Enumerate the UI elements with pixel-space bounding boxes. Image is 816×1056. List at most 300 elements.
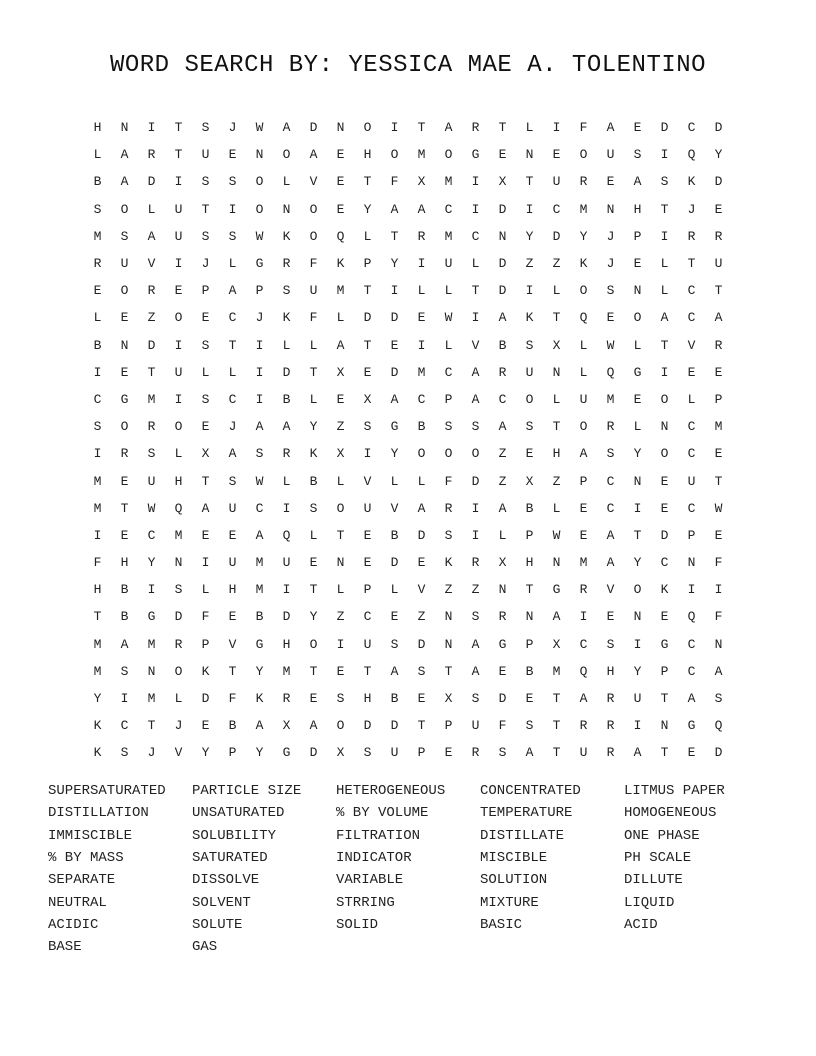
grid-letter: C	[687, 500, 696, 516]
grid-letter: I	[147, 582, 156, 598]
grid-letter: T	[552, 718, 561, 734]
grid-letter: O	[633, 582, 642, 598]
grid-letter: L	[336, 582, 345, 598]
grid-letter: E	[390, 609, 399, 625]
grid-letter: Y	[579, 228, 588, 244]
grid-letter: L	[282, 337, 291, 353]
grid-letter: O	[633, 310, 642, 326]
grid-letter: O	[309, 201, 318, 217]
grid-letter: M	[606, 391, 615, 407]
grid-letter: D	[498, 201, 507, 217]
grid-letter: H	[363, 147, 372, 163]
grid-letter: I	[660, 364, 669, 380]
grid-letter: A	[390, 663, 399, 679]
grid-letter: L	[174, 446, 183, 462]
grid-letter: R	[147, 147, 156, 163]
grid-letter: T	[309, 582, 318, 598]
grid-letter: N	[498, 228, 507, 244]
grid-letter: I	[174, 391, 183, 407]
grid-row	[84, 304, 732, 331]
grid-letter: D	[363, 718, 372, 734]
grid-letter: T	[714, 473, 723, 489]
grid-letter: E	[363, 527, 372, 543]
word-list-item: IMMISCIBLE	[48, 827, 133, 844]
grid-letter: T	[174, 120, 183, 136]
grid-letter: Y	[309, 609, 318, 625]
grid-letter: S	[201, 337, 210, 353]
letter-grid	[84, 114, 732, 767]
grid-letter: N	[633, 473, 642, 489]
grid-letter: I	[417, 256, 426, 272]
grid-letter: E	[336, 201, 345, 217]
grid-letter: S	[174, 582, 183, 598]
grid-letter: I	[390, 283, 399, 299]
grid-letter: A	[498, 310, 507, 326]
grid-letter: S	[633, 147, 642, 163]
grid-letter: P	[525, 527, 534, 543]
grid-letter: G	[660, 636, 669, 652]
grid-letter: O	[120, 283, 129, 299]
grid-letter: Y	[201, 745, 210, 761]
grid-letter: H	[552, 446, 561, 462]
grid-letter: T	[228, 337, 237, 353]
grid-letter: S	[147, 446, 156, 462]
grid-letter: E	[687, 745, 696, 761]
grid-letter: R	[579, 718, 588, 734]
grid-letter: P	[444, 718, 453, 734]
grid-letter: E	[120, 473, 129, 489]
grid-letter: R	[606, 745, 615, 761]
word-list-item: GAS	[192, 939, 218, 956]
grid-letter: U	[309, 283, 318, 299]
grid-letter: T	[363, 337, 372, 353]
grid-letter: D	[552, 228, 561, 244]
grid-letter: F	[498, 718, 507, 734]
grid-letter: P	[255, 283, 264, 299]
grid-letter: P	[417, 745, 426, 761]
grid-letter: M	[93, 663, 102, 679]
grid-letter: U	[471, 718, 480, 734]
grid-row	[84, 250, 732, 277]
grid-letter: M	[93, 473, 102, 489]
grid-letter: E	[201, 419, 210, 435]
grid-letter: O	[579, 147, 588, 163]
word-list-item: HOMOGENEOUS	[624, 805, 717, 822]
grid-letter: M	[336, 283, 345, 299]
grid-letter: K	[201, 663, 210, 679]
word-list-item: FILTRATION	[336, 827, 421, 844]
grid-letter: S	[444, 527, 453, 543]
grid-letter: F	[714, 555, 723, 571]
grid-letter: K	[660, 582, 669, 598]
grid-letter: X	[363, 391, 372, 407]
grid-letter: T	[552, 745, 561, 761]
grid-letter: E	[174, 283, 183, 299]
grid-letter: L	[282, 174, 291, 190]
grid-letter: R	[579, 582, 588, 598]
grid-letter: I	[201, 555, 210, 571]
grid-letter: S	[228, 473, 237, 489]
grid-letter: O	[390, 147, 399, 163]
grid-letter: S	[120, 228, 129, 244]
grid-letter: Y	[633, 446, 642, 462]
grid-letter: X	[336, 446, 345, 462]
grid-row	[84, 685, 732, 712]
grid-letter: S	[282, 283, 291, 299]
grid-letter: T	[660, 745, 669, 761]
grid-letter: I	[255, 391, 264, 407]
grid-letter: N	[498, 582, 507, 598]
grid-letter: Y	[309, 419, 318, 435]
grid-letter: A	[606, 120, 615, 136]
grid-letter: N	[552, 364, 561, 380]
grid-letter: C	[120, 718, 129, 734]
grid-letter: Z	[336, 609, 345, 625]
grid-letter: K	[282, 310, 291, 326]
word-list-item: DISTILLATE	[480, 827, 565, 844]
grid-letter: C	[255, 500, 264, 516]
grid-letter: I	[336, 636, 345, 652]
grid-letter: E	[525, 691, 534, 707]
grid-letter: E	[714, 201, 723, 217]
grid-letter: P	[363, 582, 372, 598]
grid-letter: T	[417, 718, 426, 734]
grid-letter: Q	[714, 718, 723, 734]
grid-letter: S	[714, 691, 723, 707]
grid-letter: P	[579, 473, 588, 489]
grid-row	[84, 168, 732, 195]
grid-letter: R	[687, 228, 696, 244]
grid-letter: R	[147, 419, 156, 435]
grid-letter: M	[93, 500, 102, 516]
grid-letter: A	[687, 691, 696, 707]
grid-letter: A	[498, 500, 507, 516]
grid-letter: I	[93, 446, 102, 462]
grid-letter: I	[174, 337, 183, 353]
grid-letter: S	[309, 500, 318, 516]
grid-letter: L	[552, 500, 561, 516]
grid-letter: A	[525, 745, 534, 761]
word-list-item: SOLUTION	[480, 872, 548, 889]
grid-letter: D	[417, 527, 426, 543]
grid-letter: E	[201, 527, 210, 543]
grid-letter: Y	[633, 663, 642, 679]
grid-letter: N	[633, 283, 642, 299]
grid-letter: I	[471, 201, 480, 217]
grid-letter: L	[201, 582, 210, 598]
grid-letter: Y	[390, 446, 399, 462]
grid-letter: D	[390, 718, 399, 734]
grid-letter: T	[390, 228, 399, 244]
grid-letter: H	[93, 120, 102, 136]
grid-letter: I	[228, 201, 237, 217]
grid-letter: C	[687, 419, 696, 435]
grid-letter: U	[579, 391, 588, 407]
grid-letter: E	[309, 555, 318, 571]
grid-letter: A	[228, 283, 237, 299]
grid-letter: J	[255, 310, 264, 326]
grid-letter: R	[471, 745, 480, 761]
grid-letter: D	[498, 256, 507, 272]
grid-letter: U	[552, 174, 561, 190]
grid-letter: U	[444, 256, 453, 272]
grid-letter: L	[309, 527, 318, 543]
grid-letter: E	[714, 446, 723, 462]
grid-letter: Q	[579, 310, 588, 326]
grid-letter: Z	[444, 582, 453, 598]
grid-letter: D	[201, 691, 210, 707]
grid-row	[84, 413, 732, 440]
grid-letter: A	[498, 419, 507, 435]
grid-letter: K	[687, 174, 696, 190]
grid-letter: J	[201, 256, 210, 272]
word-list-item: SOLID	[336, 916, 379, 933]
grid-letter: D	[660, 527, 669, 543]
grid-letter: A	[606, 527, 615, 543]
grid-letter: S	[228, 228, 237, 244]
grid-letter: M	[255, 582, 264, 598]
grid-letter: Q	[282, 527, 291, 543]
grid-row	[84, 277, 732, 304]
grid-letter: L	[93, 147, 102, 163]
grid-letter: U	[714, 256, 723, 272]
grid-letter: B	[498, 337, 507, 353]
grid-letter: O	[417, 446, 426, 462]
grid-letter: J	[606, 256, 615, 272]
grid-letter: E	[120, 310, 129, 326]
grid-letter: V	[309, 174, 318, 190]
grid-letter: T	[660, 337, 669, 353]
grid-letter: F	[714, 609, 723, 625]
word-list-item: PARTICLE SIZE	[192, 783, 302, 800]
grid-letter: S	[201, 228, 210, 244]
grid-letter: B	[390, 691, 399, 707]
grid-letter: D	[471, 473, 480, 489]
grid-letter: T	[552, 691, 561, 707]
grid-letter: G	[390, 419, 399, 435]
grid-letter: P	[228, 745, 237, 761]
grid-letter: S	[444, 419, 453, 435]
grid-letter: U	[525, 364, 534, 380]
grid-letter: G	[255, 636, 264, 652]
grid-letter: F	[309, 310, 318, 326]
grid-letter: O	[282, 147, 291, 163]
grid-letter: S	[255, 446, 264, 462]
grid-letter: M	[93, 228, 102, 244]
grid-letter: L	[147, 201, 156, 217]
grid-letter: P	[201, 636, 210, 652]
grid-letter: E	[498, 147, 507, 163]
grid-letter: A	[120, 174, 129, 190]
grid-letter: C	[606, 473, 615, 489]
grid-letter: O	[660, 391, 669, 407]
grid-letter: G	[498, 636, 507, 652]
grid-letter: E	[417, 691, 426, 707]
grid-letter: V	[363, 473, 372, 489]
grid-letter: S	[228, 174, 237, 190]
grid-letter: C	[228, 310, 237, 326]
grid-letter: O	[336, 718, 345, 734]
grid-letter: Z	[552, 473, 561, 489]
grid-letter: I	[174, 174, 183, 190]
word-list	[48, 780, 788, 958]
grid-row	[84, 495, 732, 522]
grid-letter: P	[633, 228, 642, 244]
grid-letter: A	[579, 691, 588, 707]
grid-letter: T	[444, 663, 453, 679]
word-list-item: LIQUID	[624, 894, 675, 911]
word-list-item: SOLUBILITY	[192, 827, 277, 844]
grid-letter: T	[147, 718, 156, 734]
grid-letter: N	[174, 555, 183, 571]
grid-letter: T	[228, 663, 237, 679]
grid-letter: S	[471, 419, 480, 435]
grid-letter: L	[174, 691, 183, 707]
grid-letter: R	[498, 364, 507, 380]
grid-letter: N	[444, 636, 453, 652]
grid-letter: E	[228, 147, 237, 163]
grid-letter: S	[120, 663, 129, 679]
grid-letter: E	[201, 718, 210, 734]
word-list-item: ACID	[624, 916, 658, 933]
grid-letter: C	[93, 391, 102, 407]
grid-letter: H	[120, 555, 129, 571]
grid-letter: U	[579, 745, 588, 761]
grid-letter: U	[174, 201, 183, 217]
grid-letter: N	[255, 147, 264, 163]
grid-letter: L	[228, 256, 237, 272]
grid-letter: O	[120, 419, 129, 435]
grid-letter: K	[255, 691, 264, 707]
grid-letter: E	[201, 310, 210, 326]
grid-letter: W	[255, 473, 264, 489]
grid-letter: D	[147, 337, 156, 353]
grid-letter: R	[282, 691, 291, 707]
grid-letter: I	[660, 228, 669, 244]
grid-letter: G	[282, 745, 291, 761]
grid-letter: Q	[687, 609, 696, 625]
grid-letter: N	[660, 718, 669, 734]
grid-letter: S	[201, 391, 210, 407]
grid-letter: H	[363, 691, 372, 707]
grid-letter: O	[309, 228, 318, 244]
grid-letter: W	[714, 500, 723, 516]
grid-letter: C	[552, 201, 561, 217]
grid-letter: K	[93, 745, 102, 761]
grid-letter: L	[336, 473, 345, 489]
grid-letter: L	[579, 337, 588, 353]
grid-letter: E	[309, 691, 318, 707]
grid-letter: I	[660, 147, 669, 163]
word-list-item: SEPARATE	[48, 872, 116, 889]
grid-letter: L	[390, 473, 399, 489]
word-list-item: ONE PHASE	[624, 827, 700, 844]
grid-letter: A	[255, 718, 264, 734]
grid-letter: Y	[93, 691, 102, 707]
grid-letter: L	[498, 527, 507, 543]
grid-letter: L	[444, 283, 453, 299]
grid-letter: I	[714, 582, 723, 598]
grid-letter: T	[498, 120, 507, 136]
grid-letter: D	[390, 555, 399, 571]
grid-letter: B	[417, 419, 426, 435]
word-list-item: CONCENTRATED	[480, 783, 581, 800]
grid-letter: I	[363, 446, 372, 462]
grid-letter: L	[633, 337, 642, 353]
grid-letter: V	[228, 636, 237, 652]
grid-letter: Y	[147, 555, 156, 571]
grid-letter: M	[147, 391, 156, 407]
grid-letter: U	[174, 228, 183, 244]
grid-letter: N	[120, 120, 129, 136]
word-list-item: NEUTRAL	[48, 894, 107, 911]
grid-letter: S	[606, 636, 615, 652]
grid-letter: S	[201, 174, 210, 190]
grid-letter: L	[552, 391, 561, 407]
grid-letter: M	[579, 201, 588, 217]
grid-letter: D	[147, 174, 156, 190]
grid-row	[84, 386, 732, 413]
grid-letter: A	[390, 201, 399, 217]
grid-letter: Z	[498, 446, 507, 462]
grid-letter: E	[336, 174, 345, 190]
grid-letter: Z	[471, 582, 480, 598]
grid-letter: B	[390, 527, 399, 543]
grid-letter: F	[579, 120, 588, 136]
word-list-item: DISTILLATION	[48, 805, 149, 822]
grid-letter: H	[525, 555, 534, 571]
grid-letter: V	[390, 500, 399, 516]
grid-letter: E	[660, 609, 669, 625]
word-list-item: SATURATED	[192, 850, 268, 867]
grid-letter: Q	[336, 228, 345, 244]
grid-letter: H	[606, 663, 615, 679]
grid-letter: F	[309, 256, 318, 272]
grid-letter: A	[309, 718, 318, 734]
grid-letter: A	[201, 500, 210, 516]
grid-letter: D	[174, 609, 183, 625]
grid-letter: D	[309, 120, 318, 136]
grid-row	[84, 440, 732, 467]
grid-letter: B	[525, 500, 534, 516]
grid-letter: D	[714, 745, 723, 761]
word-list-item: DISSOLVE	[192, 872, 260, 889]
grid-letter: L	[201, 364, 210, 380]
grid-letter: R	[282, 446, 291, 462]
grid-letter: S	[525, 419, 534, 435]
grid-letter: U	[201, 147, 210, 163]
grid-letter: D	[714, 120, 723, 136]
grid-letter: S	[471, 691, 480, 707]
grid-row	[84, 631, 732, 658]
grid-letter: T	[552, 419, 561, 435]
grid-letter: L	[363, 228, 372, 244]
grid-letter: S	[93, 201, 102, 217]
grid-letter: B	[255, 609, 264, 625]
grid-letter: E	[660, 473, 669, 489]
grid-letter: A	[471, 391, 480, 407]
grid-letter: C	[660, 555, 669, 571]
grid-letter: C	[444, 201, 453, 217]
grid-letter: N	[336, 555, 345, 571]
grid-letter: I	[633, 636, 642, 652]
grid-row	[84, 522, 732, 549]
grid-letter: G	[552, 582, 561, 598]
grid-letter: G	[633, 364, 642, 380]
grid-letter: E	[579, 500, 588, 516]
grid-letter: D	[660, 120, 669, 136]
grid-letter: S	[606, 283, 615, 299]
